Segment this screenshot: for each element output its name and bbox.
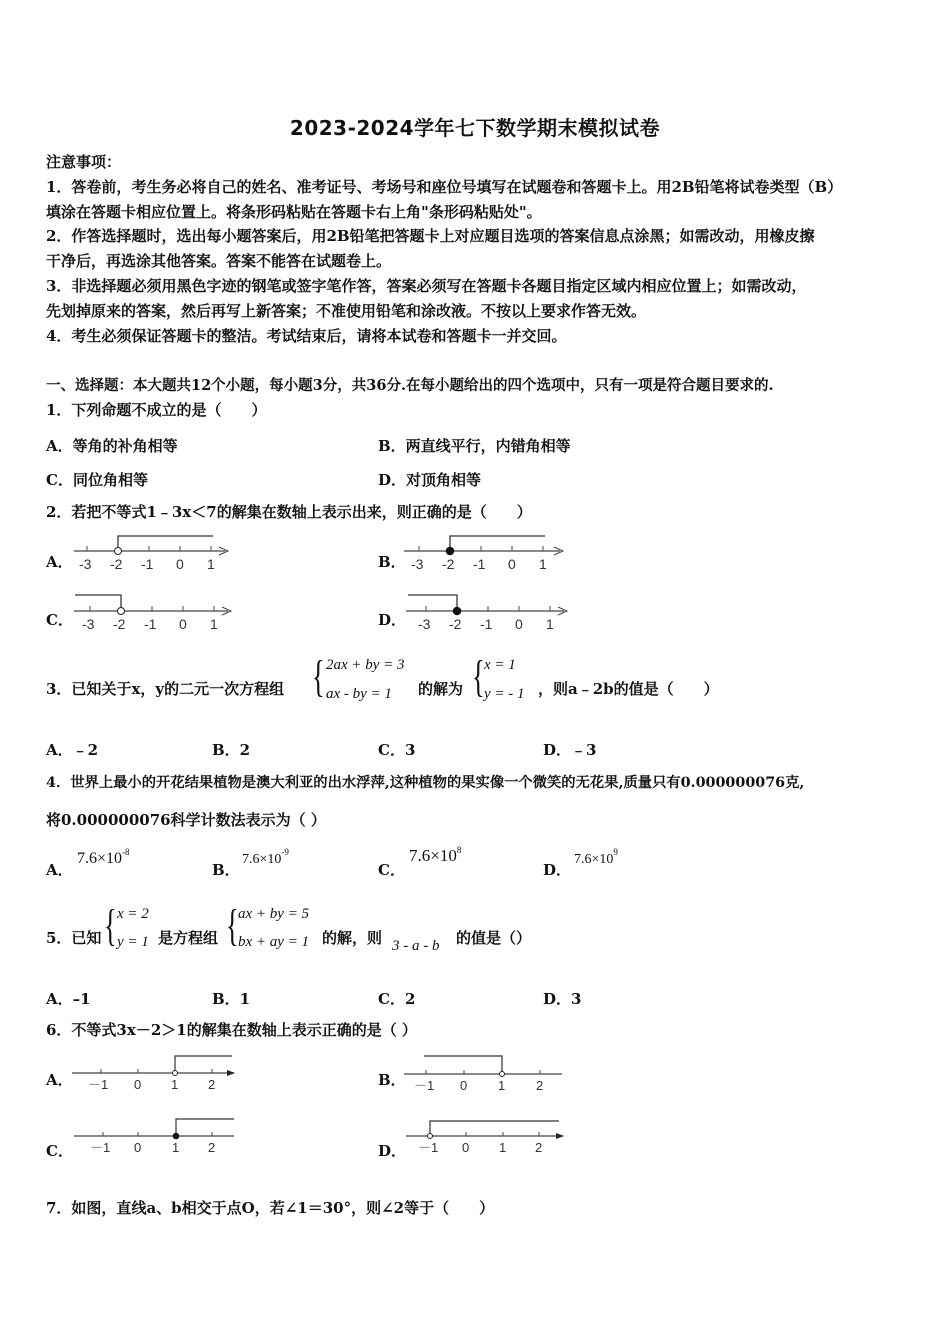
closed-point — [173, 1133, 179, 1139]
tick-label: 0 — [508, 556, 516, 572]
axis-arrow — [227, 1070, 235, 1076]
notice-line: 3．非选择题必须用黑色字迹的钢笔或签字笔作答，答案必须写在答题卡各题目指定区域内相应位置上；如需改动， — [46, 277, 807, 295]
q3-option-b: B．2 — [212, 741, 251, 759]
q1-option-b: B．两直线平行，内错角相等 — [378, 437, 571, 455]
q6-number-line-a — [70, 1052, 238, 1094]
q5-expression: 3 - a - b — [392, 938, 440, 954]
sci-exponent: -9 — [281, 847, 289, 857]
q4-option-b-value — [242, 847, 289, 868]
tick-label: 1 — [210, 616, 218, 632]
brace-icon: { — [226, 901, 239, 950]
tick-label: -2 — [113, 616, 126, 632]
tick-label: 0 — [179, 616, 187, 632]
q4-label-c: C． — [378, 861, 405, 879]
q2-label-a: A． — [46, 553, 73, 571]
tick-label: -1 — [473, 556, 486, 572]
q2-number-line-c — [70, 591, 238, 633]
q2-label-d: D． — [378, 611, 407, 629]
q3-option-a: A．﹣2 — [46, 741, 99, 759]
tick-label: 1 — [498, 1078, 506, 1092]
q4-stem-line1: 4．世界上最小的开花结果植物是澳大利亚的出水浮萍,这种植物的果实像一个微笑的无花果,质量只有0.000000076克, — [46, 775, 805, 791]
q3-option-c: C．3 — [378, 741, 416, 759]
open-point — [115, 548, 122, 555]
q4-option-d-value — [574, 847, 618, 868]
q3-system1-eq1: 2ax + by = 3 — [326, 657, 405, 673]
q2-number-line-a — [70, 533, 235, 575]
solution-bracket — [408, 595, 457, 607]
sci-base: 7.6×10 — [242, 852, 282, 867]
open-point — [428, 1134, 433, 1139]
tick-label: -2 — [449, 616, 462, 632]
tick-label: 2 — [536, 1078, 544, 1092]
q1-option-c: C．同位角相等 — [46, 471, 148, 489]
q5-option-a: A．–1 — [46, 990, 91, 1008]
tick-label: -3 — [79, 556, 92, 572]
tick-label: 1 — [172, 1140, 180, 1155]
q5-prefix: 5．已知 — [46, 929, 102, 947]
brace-icon: { — [312, 652, 325, 701]
q2-stem: 2．若把不等式1﹣3x＜7的解集在数轴上表示出来，则正确的是（ ） — [46, 503, 532, 521]
tick-label: -3 — [418, 616, 431, 632]
open-point — [118, 608, 125, 615]
tick-label: 0 — [134, 1077, 142, 1092]
q4-label-d: D． — [543, 861, 572, 879]
closed-point — [453, 607, 461, 615]
q2-number-line-b — [400, 533, 570, 575]
tick-label: -1 — [144, 616, 157, 632]
q6-number-line-c — [72, 1116, 238, 1158]
q6-label-c: C． — [46, 1142, 73, 1160]
q6-label-b: B． — [378, 1071, 406, 1089]
q3-system1-eq2: ax - by = 1 — [326, 686, 392, 702]
sci-base: 7.6×10 — [574, 852, 614, 867]
q5-suffix2: 的值是（） — [456, 929, 532, 947]
notice-line: 4．考生必须保证答题卡的整洁。考试结束后，请将本试卷和答题卡一并交回。 — [46, 327, 567, 345]
q1-option-d: D．对顶角相等 — [378, 471, 482, 489]
tick-label: 1 — [207, 556, 215, 572]
q2-number-line-d — [402, 591, 574, 633]
solution-bracket — [430, 1121, 559, 1136]
q3-suffix: ，则a﹣2b的值是（ ） — [538, 680, 719, 698]
sci-exponent: 9 — [613, 847, 618, 857]
q6-number-line-b — [402, 1050, 567, 1092]
closed-point — [446, 547, 454, 555]
q6-label-a: A． — [46, 1071, 73, 1089]
brace-icon: { — [104, 901, 117, 950]
q5-option-b: B．1 — [212, 990, 251, 1008]
q5-option-d: D．3 — [543, 990, 582, 1008]
q5-system2-eq1: ax + by = 5 — [238, 906, 310, 922]
q5-option-c: C．2 — [378, 990, 416, 1008]
notice-line: 填涂在答题卡相应位置上。将条形码粘贴在答题卡右上角"条形码粘贴处"。 — [46, 203, 542, 221]
q6-stem: 6．不等式3x－2＞1的解集在数轴上表示正确的是（ ） — [46, 1021, 417, 1039]
solution-bracket — [75, 595, 121, 607]
open-point — [500, 1072, 505, 1077]
tick-label: 0 — [176, 556, 184, 572]
page-title: 2023-2024学年七下数学期末模拟试卷 — [289, 116, 661, 140]
open-point — [173, 1071, 178, 1076]
solution-bracket — [118, 536, 213, 547]
solution-bracket — [176, 1119, 234, 1136]
solution-bracket — [424, 1056, 502, 1074]
tick-label: －1 — [90, 1140, 111, 1155]
tick-label: 1 — [546, 616, 554, 632]
sci-exponent: -8 — [122, 847, 130, 857]
tick-label: 1 — [171, 1077, 179, 1092]
notice-line: 2．作答选择题时，选出每小题答案后，用2B铅笔把答题卡上对应题目选项的答案信息点涂黑；如需改动，用橡皮擦 — [46, 227, 815, 245]
tick-label: －1 — [418, 1140, 439, 1155]
q5-middle: 是方程组 — [158, 929, 219, 947]
solution-bracket — [450, 536, 545, 547]
solution-bracket — [175, 1056, 232, 1073]
tick-label: -1 — [141, 556, 154, 572]
q5-system1-eq2: y = 1 — [117, 934, 149, 950]
q4-option-a-value — [77, 847, 130, 868]
tick-label: 1 — [499, 1140, 507, 1155]
q2-label-b: B． — [378, 553, 406, 571]
q4-label-a: A． — [46, 861, 73, 879]
q1-stem: 1．下列命题不成立的是（ ） — [46, 401, 267, 419]
tick-label: 1 — [539, 556, 547, 572]
tick-label: －1 — [88, 1077, 109, 1092]
q6-number-line-d — [404, 1116, 570, 1158]
notice-line: 1．答卷前，考生务必将自己的姓名、准考证号、考场号和座位号填写在试题卷和答题卡上。用2B铅笔将试卷类型（B） — [46, 178, 843, 196]
q4-option-c-value — [409, 845, 461, 866]
q7-stem: 7．如图，直线a、b相交于点O，若∠1＝30°，则∠2等于（ ） — [46, 1199, 495, 1217]
q4-label-b: B． — [212, 861, 240, 879]
q3-option-d: D．﹣3 — [543, 741, 597, 759]
sci-base: 7.6×10 — [77, 850, 123, 867]
brace-icon: { — [472, 652, 485, 701]
tick-label: -2 — [110, 556, 123, 572]
notice-line: 干净后，再选涂其他答案。答案不能答在试题卷上。 — [46, 252, 392, 270]
tick-label: 0 — [460, 1078, 468, 1092]
tick-label: 2 — [535, 1140, 543, 1155]
q3-system2-eq1: x = 1 — [484, 657, 516, 673]
tick-label: 0 — [515, 616, 523, 632]
tick-label: 2 — [208, 1140, 216, 1155]
notice-line: 先划掉原来的答案，然后再写上新答案；不准使用铅笔和涂改液。不按以上要求作答无效。 — [46, 302, 647, 320]
tick-label: -3 — [82, 616, 95, 632]
tick-label: 0 — [134, 1140, 142, 1155]
tick-label: -1 — [480, 616, 493, 632]
q3-middle: 的解为 — [418, 680, 464, 698]
tick-label: -3 — [411, 556, 424, 572]
sci-exponent: 8 — [456, 845, 462, 855]
q6-label-d: D． — [378, 1142, 407, 1160]
q1-option-a: A．等角的补角相等 — [46, 437, 178, 455]
tick-label: -2 — [442, 556, 455, 572]
tick-label: 2 — [208, 1077, 216, 1092]
tick-label: －1 — [414, 1078, 435, 1092]
axis-arrow — [556, 1133, 564, 1139]
q4-stem-line2: 将0.000000076科学计数法表示为（ ） — [46, 811, 326, 829]
section-heading: 一、选择题：本大题共12个小题，每小题3分，共36分.在每小题给出的四个选项中，只有一项是符合题目要求的. — [46, 377, 774, 394]
sci-base: 7.6×10 — [409, 846, 457, 865]
q5-system2-eq2: bx + ay = 1 — [238, 934, 310, 950]
q5-system1-eq1: x = 2 — [117, 906, 149, 922]
q3-system2-eq2: y = - 1 — [484, 686, 525, 702]
q5-suffix1: 的解，则 — [322, 929, 383, 947]
q2-label-c: C． — [46, 611, 73, 629]
notice-heading: 注意事项： — [46, 153, 122, 171]
q3-prefix: 3．已知关于x，y的二元一次方程组 — [46, 680, 285, 698]
tick-label: 0 — [462, 1140, 470, 1155]
